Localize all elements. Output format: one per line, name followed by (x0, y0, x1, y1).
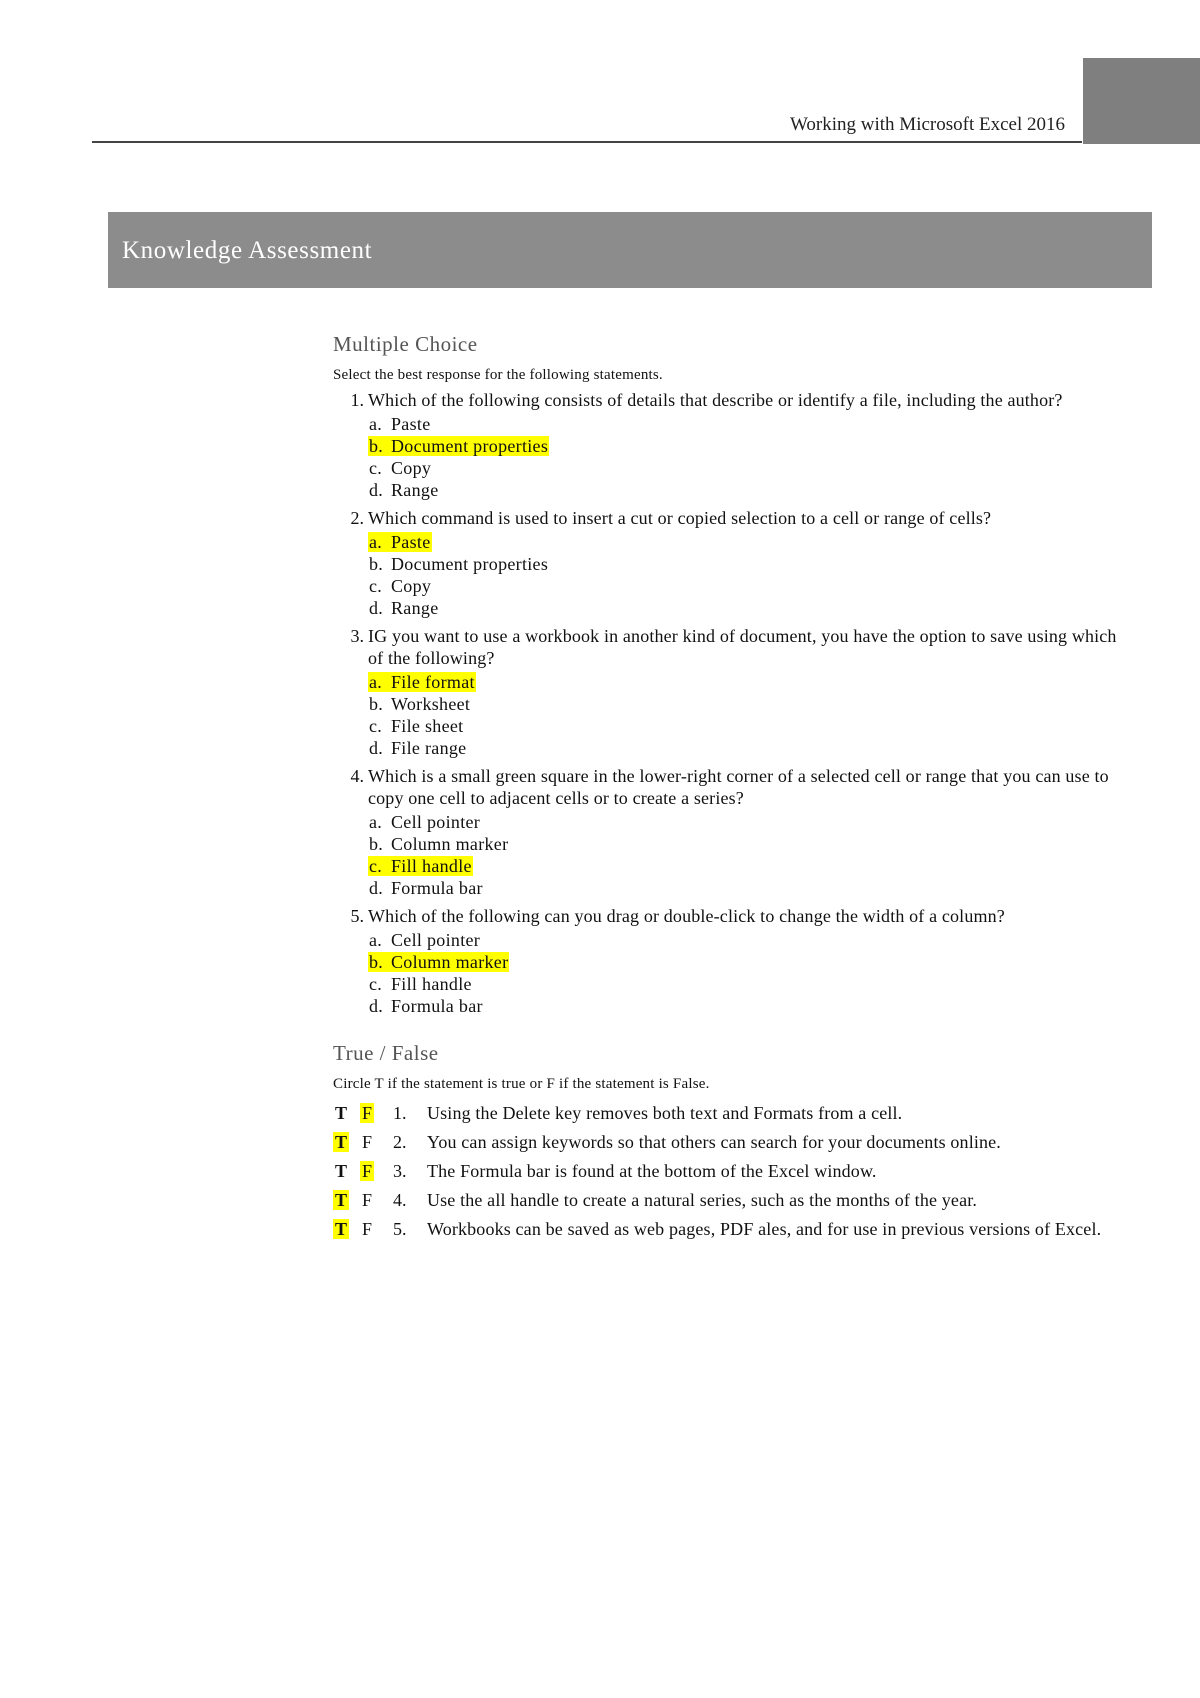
option-letter: c. (369, 458, 383, 478)
tf-item-4 (333, 1189, 1133, 1211)
option-letter: c. (369, 576, 383, 596)
option-text: Fill handle (391, 856, 472, 876)
tf-statement: Workbooks can be saved as web pages, PDF ales, and for use in previous versions of Excel. (427, 1219, 1102, 1239)
true-false-instruction: Circle T if the statement is true or F if the statement is False. (333, 1076, 710, 1092)
option-a (368, 811, 1133, 833)
question-text: IG you want to use a workbook in another kind of document, you have the option to save using which of the following? (368, 626, 1117, 668)
option-b-highlighted (368, 951, 1133, 973)
question-text: Which of the following can you drag or double-click to change the width of a column? (368, 906, 1005, 926)
option-text: Column marker (391, 834, 509, 854)
header-divider (92, 141, 1082, 143)
tf-item-1 (333, 1102, 1133, 1124)
multiple-choice-list (333, 389, 1133, 1017)
multiple-choice-instruction: Select the best response for the following statements. (333, 367, 663, 383)
question-text: Which is a small green square in the lower-right corner of a selected cell or range that you can use to copy one cell to adjacent cells or to create a series? (368, 766, 1109, 808)
option-b (368, 553, 1133, 575)
option-a-highlighted (368, 531, 1133, 553)
option-letter: b. (369, 834, 384, 854)
option-c (368, 457, 1133, 479)
question-5 (333, 905, 1133, 1017)
question-1 (333, 389, 1133, 501)
question-number: 2. (350, 508, 364, 528)
option-letter: a. (369, 812, 383, 832)
question-4 (333, 765, 1133, 899)
option-a (368, 413, 1133, 435)
false-mark-circled: F (362, 1161, 373, 1181)
false-mark: F (362, 1132, 373, 1152)
true-mark-circled: T (335, 1132, 348, 1152)
option-c (368, 575, 1133, 597)
option-text: Fill handle (391, 974, 472, 994)
true-mark-circled: T (335, 1219, 348, 1239)
option-b (368, 833, 1133, 855)
tf-item-5 (333, 1218, 1133, 1240)
tf-number: 4. (393, 1190, 407, 1210)
option-letter: a. (369, 532, 383, 552)
option-text: Formula bar (391, 878, 483, 898)
true-mark: T (335, 1103, 348, 1123)
option-text: Document properties (391, 436, 549, 456)
option-letter: d. (369, 996, 384, 1016)
option-d (368, 995, 1133, 1017)
option-text: Cell pointer (391, 930, 481, 950)
true-false-heading: True / False (333, 1041, 439, 1065)
option-d (368, 877, 1133, 899)
option-list (368, 811, 1133, 899)
true-mark-circled: T (335, 1190, 348, 1210)
option-letter: d. (369, 878, 384, 898)
option-c (368, 973, 1133, 995)
option-text: Copy (391, 576, 432, 596)
option-letter: d. (369, 738, 384, 758)
question-3 (333, 625, 1133, 759)
section-title: Knowledge Assessment (122, 237, 373, 264)
option-text: Paste (391, 532, 431, 552)
option-letter: c. (369, 856, 383, 876)
option-a-highlighted (368, 671, 1133, 693)
tf-number: 1. (393, 1103, 407, 1123)
false-mark-circled: F (362, 1103, 373, 1123)
option-letter: b. (369, 952, 384, 972)
option-letter: d. (369, 480, 384, 500)
tf-statement: The Formula bar is found at the bottom of the Excel window. (427, 1161, 877, 1181)
question-number: 1. (350, 390, 364, 410)
option-text: Formula bar (391, 996, 483, 1016)
true-false-list (333, 1102, 1133, 1240)
option-b-highlighted (368, 435, 1133, 457)
multiple-choice-heading: Multiple Choice (333, 332, 478, 356)
tf-statement: Using the Delete key removes both text and Formats from a cell. (427, 1103, 903, 1123)
option-text: Range (391, 598, 439, 618)
option-list (368, 671, 1133, 759)
option-d (368, 737, 1133, 759)
page-corner-tab (1083, 58, 1200, 144)
option-list (368, 531, 1133, 619)
tf-number: 2. (393, 1132, 407, 1152)
tf-statement: You can assign keywords so that others can search for your documents online. (427, 1132, 1001, 1152)
false-mark: F (362, 1190, 373, 1210)
question-2 (333, 507, 1133, 619)
false-mark: F (362, 1219, 373, 1239)
option-letter: a. (369, 414, 383, 434)
section-banner (108, 212, 1152, 288)
option-c (368, 715, 1133, 737)
question-number: 3. (350, 626, 364, 646)
option-list (368, 929, 1133, 1017)
true-mark: T (335, 1161, 348, 1181)
option-text: Cell pointer (391, 812, 481, 832)
option-letter: b. (369, 554, 384, 574)
tf-statement: Use the all handle to create a natural series, such as the months of the year. (427, 1190, 978, 1210)
option-letter: d. (369, 598, 384, 618)
question-number: 4. (350, 766, 364, 786)
option-d (368, 597, 1133, 619)
option-letter: a. (369, 672, 383, 692)
option-text: Range (391, 480, 439, 500)
option-letter: b. (369, 694, 384, 714)
tf-item-3 (333, 1160, 1133, 1182)
tf-number: 3. (393, 1161, 407, 1181)
assessment-content (333, 330, 1133, 1247)
option-b (368, 693, 1133, 715)
option-list (368, 413, 1133, 501)
tf-number: 5. (393, 1219, 407, 1239)
option-letter: c. (369, 716, 383, 736)
running-header: Working with Microsoft Excel 2016 (790, 114, 1065, 135)
tf-item-2 (333, 1131, 1133, 1153)
option-letter: a. (369, 930, 383, 950)
option-text: Worksheet (391, 694, 471, 714)
question-text: Which command is used to insert a cut or copied selection to a cell or range of cells? (368, 508, 992, 528)
option-text: File range (391, 738, 467, 758)
option-text: Column marker (391, 952, 509, 972)
option-text: Copy (391, 458, 432, 478)
option-text: Paste (391, 414, 431, 434)
option-c-highlighted (368, 855, 1133, 877)
question-number: 5. (350, 906, 364, 926)
option-d (368, 479, 1133, 501)
option-text: File sheet (391, 716, 464, 736)
option-text: Document properties (391, 554, 549, 574)
option-letter: c. (369, 974, 383, 994)
question-text: Which of the following consists of details that describe or identify a file, including the author? (368, 390, 1063, 410)
option-letter: b. (369, 436, 384, 456)
option-text: File format (391, 672, 475, 692)
option-a (368, 929, 1133, 951)
